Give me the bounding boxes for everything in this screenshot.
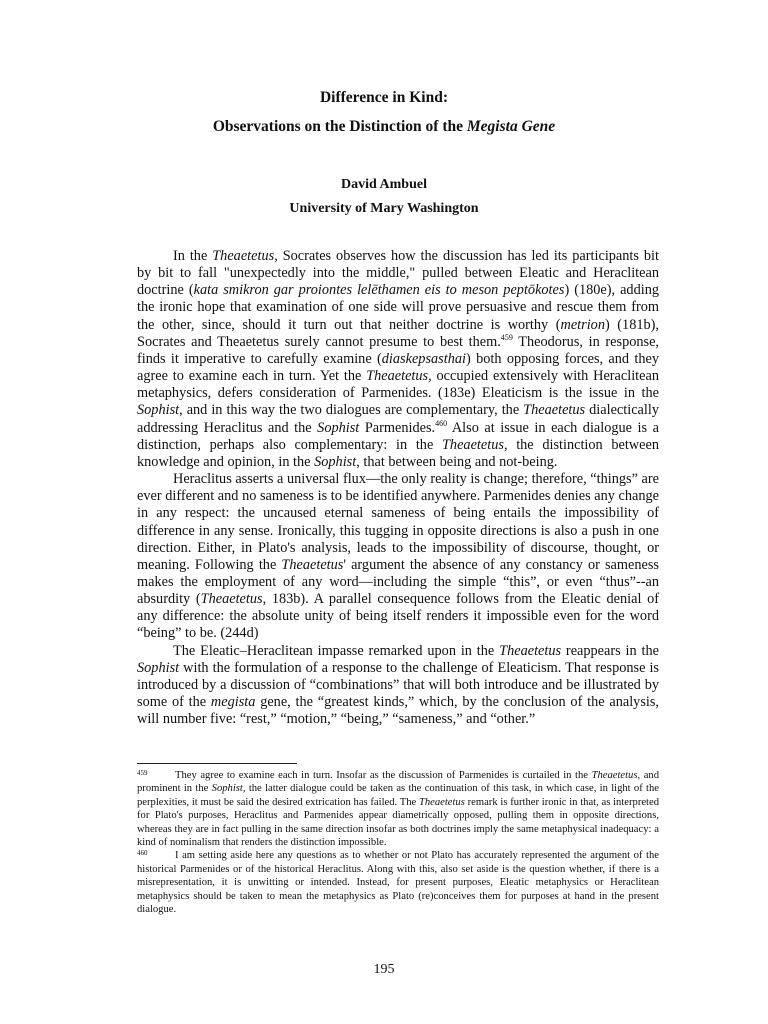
- text-run: , and in this way the two dialogues are complementary, the: [179, 402, 524, 419]
- text-run: , Socrates observes how the discussion has led its participants bit by bit to fall "unexpectedly into the middle," pulled between Eleatic and Heraclitean doctrine (: [137, 248, 659, 299]
- italic-run: Sophist: [317, 419, 360, 436]
- title-line-2: [0, 118, 768, 136]
- italic-run: Sophist: [137, 402, 180, 419]
- text-run: reappears in the: [561, 642, 659, 659]
- text-run: In the: [173, 248, 213, 264]
- text-run: , 183b). A parallel consequence follows from the Eleatic denial of any difference: the absolute unity of being itself renders it impossible even for the word “being” to be. (244d): [137, 591, 659, 642]
- text-run: ) both opposing forces, and they agree to examine each in turn. Yet the: [137, 350, 660, 385]
- text-run: ) (180e), adding the ironic hope that examination of one side will prove persuasive and rescue them from the other, since, should it turn out that neither doctrine is worthy (: [137, 282, 659, 333]
- text-run: , the distinction between knowledge and opinion, in the: [137, 436, 660, 470]
- text-run: with the formulation of a response to the challenge of Eleaticism. That response is introduced by a discussion of “combinations” that will both introduce and be illustrated by some of the: [137, 659, 659, 711]
- author-name: David Ambuel: [341, 177, 427, 192]
- footnote-divider: [137, 763, 297, 764]
- text-run: I am setting aside here any questions as to whether or not Plato has accurately represented the argument of the historical Parmenides or of the historical Heraclitus. Along with this, also set aside is the question whether, if there is a misrepresentation, it is unwitting or intended. Instead, for present purposes, Eleatic metaphysics or Heraclitean metaphysics should be taken to mean the metaphysics as Plato (re)conceives them for purposes at hand in the present dialogue.: [137, 850, 659, 916]
- text-run: Also at issue in each dialogue is a distinction, perhaps also complementary: in the: [137, 419, 659, 453]
- footnote-459: 459 They agree to examine each in turn. Insofar as the discussion of Parmenides is curtailed in the Theaetetus, and prominent in the Sophist, the latter dialogue could be taken as the continuation of this task, in which case, in light of the perplexities, it must be said the desired extrication has failed. The Theaetetus remark is further ironic in that, as interpreted for Plato's purposes, Heraclitus and Parmenides appear diametrically opposed, pulling them in opposite directions, whereas they are in fact pulling in the same direction insofar as both doctrines imply the same metaphysical inadequacy: a kind of nominalism that renders the distinction impossible.: [137, 769, 660, 849]
- text-run: Theodorus, in response, finds it imperative to carefully examine (: [137, 333, 659, 367]
- footnote-ref-459[interactable]: 459: [500, 332, 513, 342]
- italic-run: Theaetetus: [523, 402, 586, 419]
- text-run: The Eleatic–Heraclitean impasse remarked upon in the: [173, 642, 500, 659]
- title-line-2-italic: Megista Gene: [466, 118, 556, 135]
- italic-run: diaskepsasthai: [381, 350, 466, 367]
- italic-run: metrion: [560, 316, 605, 333]
- text-run: Heraclitus asserts a universal flux—the only reality is change; therefore, “things” are ever different and no sameness is to be identified anywhere. Parmenides denies any change in any respect: the uncaused eternal sameness of being entails the impossibility of difference in any sense. Ironically, this tugging in opposite directions is also a push in one direction. Either, in Plato's analysis, leads to the impossibility of discourse, thought, or meaning. Following the: [137, 471, 659, 573]
- italic-run: Sophist: [137, 659, 180, 676]
- text-run: ) (181b), Socrates and Theaetetus surely cannot presume to best them.: [137, 316, 659, 350]
- body-text: [137, 248, 659, 728]
- text-run: remark is further ironic in that, as interpreted for Plato's purposes, Heraclitus and Parmenides appear diametrically opposed, pulling them in opposite directions, whereas they are in fact pulling in the same direction insofar as both doctrines imply the same metaphysical inadequacy: a kind of nominalism that renders the distinction impossible.: [137, 796, 659, 849]
- italic-run: Theaetetus: [281, 556, 344, 573]
- footnotes: [137, 769, 659, 916]
- text-run: dialectically addressing Heraclitus and the: [137, 402, 659, 436]
- italic-run: Theaetetus: [418, 796, 465, 808]
- text-run: , and prominent in the: [137, 770, 659, 795]
- text-run: , that between being and not-being.: [356, 453, 558, 470]
- text-run: occupied extensively with Heraclitean metaphysics, defers consideration of Parmenides. (183e) Eleaticism is the issue in the: [137, 368, 659, 402]
- italic-run: Theaetetus: [200, 591, 263, 608]
- italic-run: Theaetetus: [591, 770, 638, 781]
- text-run: ' argument the absence of any constancy or sameness makes the employment of any word—including the simple “this”, or even “thus”--an absurdity (: [137, 556, 659, 608]
- paragraph-1: [137, 248, 659, 471]
- italic-run: Theaetetus: [212, 248, 275, 264]
- text-run: They agree to examine each in turn. Insofar as the discussion of Parmenides is curtailed in the: [175, 770, 592, 781]
- text-run: gene, the “greatest kinds,” which, by the conclusion of the analysis, will number five: “rest,” “motion,” “being,” “sameness,” and “other.”: [137, 694, 660, 728]
- text-run: , the latter dialogue could be taken as the continuation of this task, in which case, in light of the perplexities, it must be said the desired extrication has failed. The: [137, 783, 660, 808]
- footnote-ref-460[interactable]: 460: [435, 418, 448, 428]
- italic-run: Theaetetus,: [366, 368, 432, 385]
- italic-run: Theaetetus: [499, 642, 562, 659]
- italic-run: Theaetetus: [441, 436, 504, 453]
- italic-run: megista: [210, 694, 256, 711]
- italic-run: kata smikron gar proiontes lelēthamen eis to meson peptōkotes: [193, 282, 565, 299]
- author-affiliation: University of Mary Washington: [289, 201, 479, 216]
- title-line-2-text: Observations on the Distinction of the: [212, 118, 467, 135]
- italic-run: Sophist: [211, 783, 243, 795]
- italic-run: Sophist: [314, 453, 357, 470]
- page-number: 195: [373, 962, 395, 977]
- text-run: Parmenides.: [359, 419, 436, 436]
- paragraph-2: [137, 471, 659, 643]
- footnote-460: 460 I am setting aside here any questions as to whether or not Plato has accurately represented the argument of the historical Parmenides or of the historical Heraclitus. Along with this, also set aside is the question whether, if there is a misrepresentation, it is unwitting or intended. Instead, for present purposes, Eleatic metaphysics or Heraclitean metaphysics should be taken to mean the metaphysics as Plato (re)conceives them for purposes at hand in the present dialogue.: [137, 849, 659, 916]
- paragraph-3: [137, 643, 659, 729]
- title-line-1: Difference in Kind:: [319, 89, 448, 106]
